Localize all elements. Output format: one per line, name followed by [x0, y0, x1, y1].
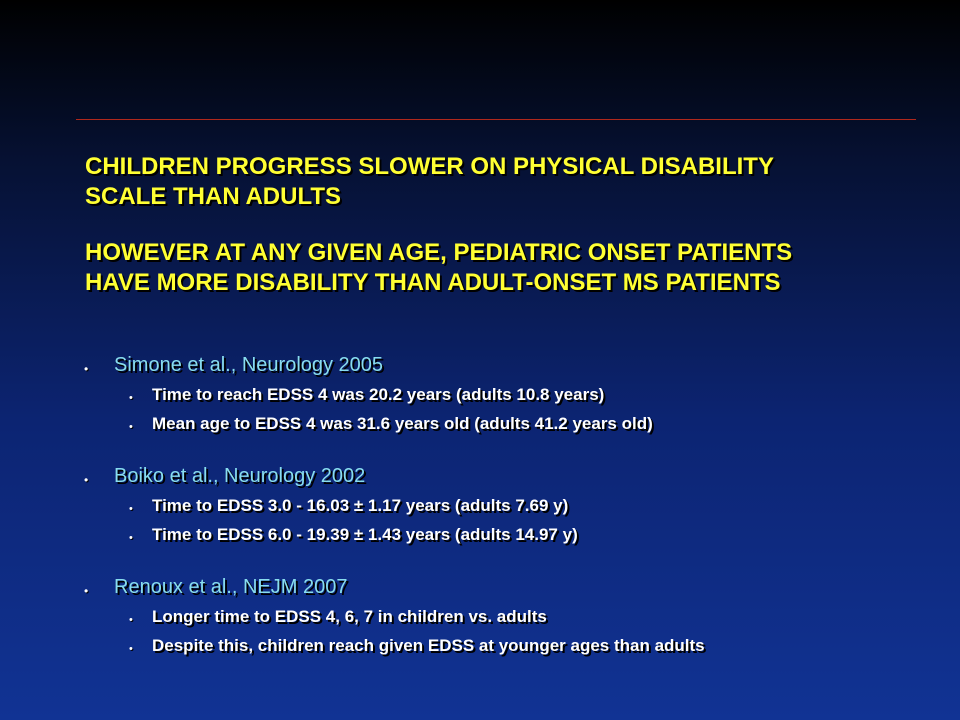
- sub-heading: [85, 238, 915, 298]
- study-point: Despite this, children reach given EDSS at younger ages than adults: [152, 636, 705, 655]
- sub-bullet-icon: •: [129, 392, 133, 404]
- sub-bullet-icon: •: [129, 503, 133, 515]
- bullet-icon: •: [84, 584, 89, 598]
- study-point: Longer time to EDSS 4, 6, 7 in children vs. adults: [152, 607, 547, 626]
- bullet-icon: •: [84, 362, 89, 376]
- title-divider-rule: [76, 119, 916, 120]
- main-heading-line-1: CHILDREN PROGRESS SLOWER ON PHYSICAL DISABILITY: [85, 153, 774, 180]
- sub-heading-line-2: HAVE MORE DISABILITY THAN ADULT-ONSET MS PATIENTS: [85, 269, 781, 296]
- sub-heading-line-1: HOWEVER AT ANY GIVEN AGE, PEDIATRIC ONSET PATIENTS: [85, 239, 793, 266]
- sub-bullet-icon: •: [129, 643, 133, 655]
- study-citation: Simone et al., Neurology 2005: [114, 354, 384, 376]
- study-point: Time to reach EDSS 4 was 20.2 years (adults 10.8 years): [152, 385, 605, 404]
- sub-bullet-icon: •: [129, 421, 133, 433]
- study-point: Mean age to EDSS 4 was 31.6 years old (adults 41.2 years old): [152, 414, 653, 433]
- study-point: Time to EDSS 3.0 - 16.03 ± 1.17 years (adults 7.69 y): [152, 496, 569, 515]
- sub-bullet-icon: •: [129, 532, 133, 544]
- main-heading-line-2: SCALE THAN ADULTS: [85, 183, 341, 210]
- main-heading: [85, 152, 915, 212]
- study-citation: Boiko et al., Neurology 2002: [114, 465, 366, 487]
- bullet-icon: •: [84, 473, 89, 487]
- study-citation: Renoux et al., NEJM 2007: [114, 576, 348, 598]
- sub-bullet-icon: •: [129, 614, 133, 626]
- study-point: Time to EDSS 6.0 - 19.39 ± 1.43 years (adults 14.97 y): [152, 525, 578, 544]
